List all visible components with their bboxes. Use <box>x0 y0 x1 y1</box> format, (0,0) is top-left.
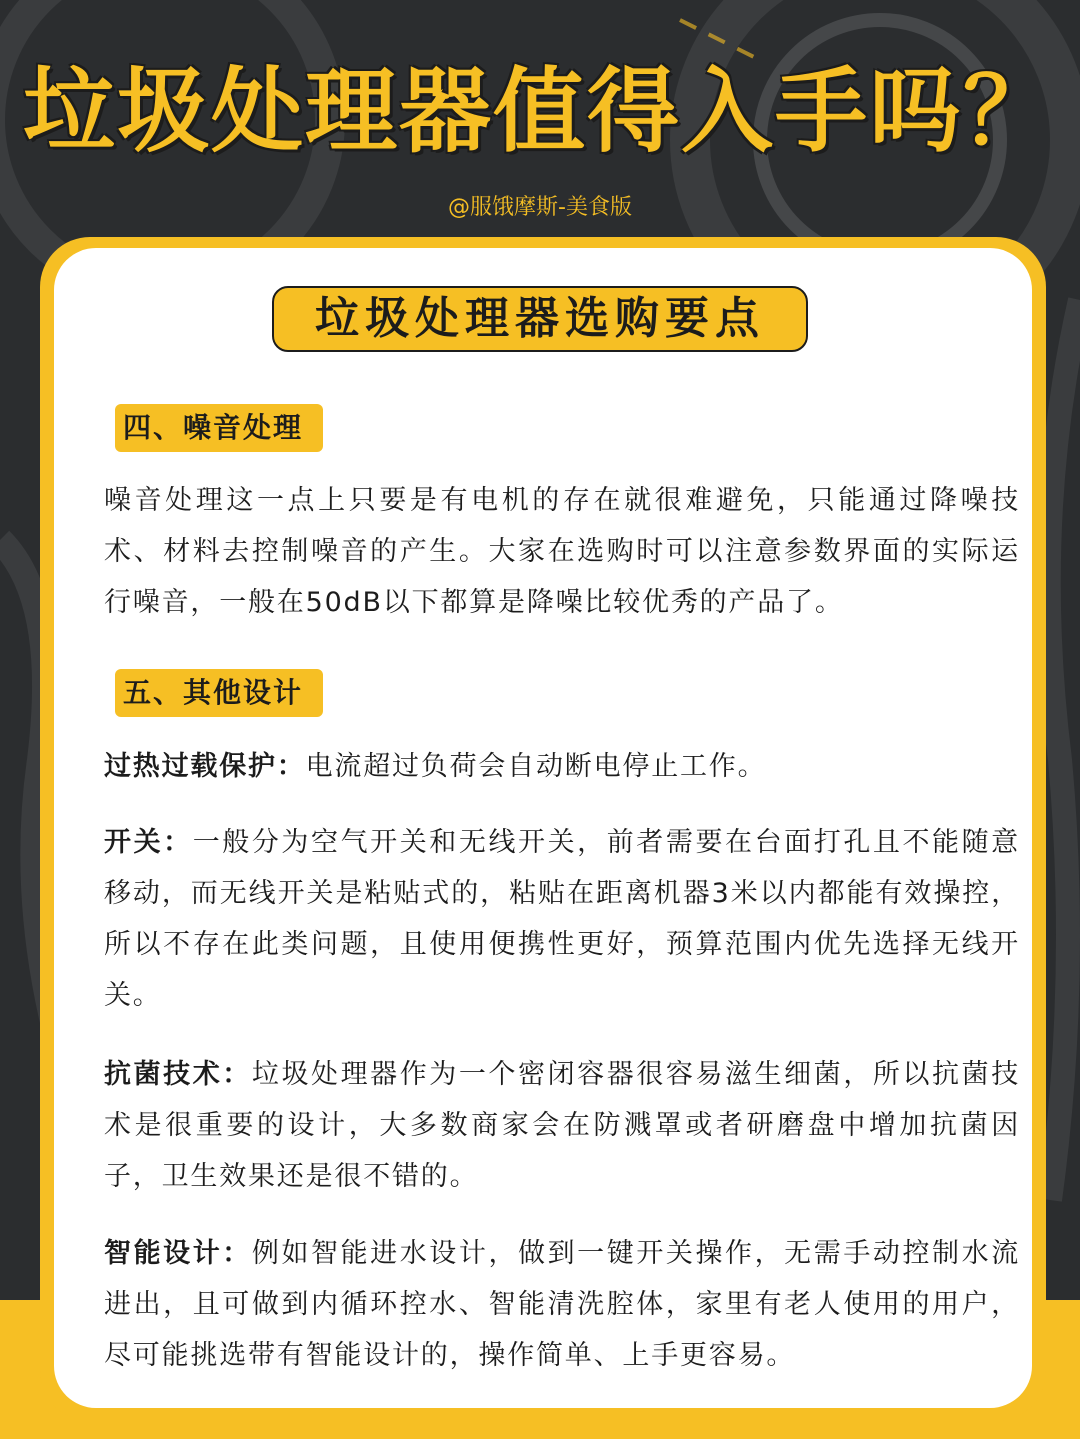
item-antibacterial-label: 抗菌技术： <box>104 1059 252 1090</box>
tag-other-label: 五、其他设计 <box>123 676 304 709</box>
section-title-box <box>272 286 808 352</box>
item-overheat <box>104 741 1020 792</box>
item-antibacterial <box>104 1049 1020 1202</box>
item-switch <box>104 817 1020 1021</box>
item-overheat-label: 过热过载保护： <box>104 751 306 782</box>
tag-other <box>115 669 323 717</box>
author-credit: @服饿摩斯-美食版 <box>448 195 632 220</box>
item-smart <box>104 1228 1020 1381</box>
item-overheat-text: 电流超过负荷会自动断电停止工作。 <box>305 751 767 782</box>
item-antibacterial-text: 垃圾处理器作为一个密闭容器很容易滋生细菌，所以抗菌技术是很重要的设计，大多数商家会在防溅罩或者研磨盘中增加抗菌因子，卫生效果还是很不错的。 <box>104 1059 1020 1192</box>
item-smart-text: 例如智能进水设计，做到一键开关操作，无需手动控制水流进出，且可做到内循环控水、智能清洗腔体，家里有老人使用的用户，尽可能挑选带有智能设计的，操作简单、上手更容易。 <box>104 1238 1020 1371</box>
tag-noise-label: 四、噪音处理 <box>123 411 304 444</box>
tag-noise <box>115 404 323 452</box>
item-smart-label: 智能设计： <box>104 1238 252 1269</box>
section-title: 垃圾处理器选购要点 <box>315 293 765 344</box>
item-switch-text: 一般分为空气开关和无线开关，前者需要在台面打孔且不能随意移动，而无线开关是粘贴式的，粘贴在距离机器3米以内都能有效操控，所以不存在此类问题，且使用便携性更好，预算范围内优先选择无线开关。 <box>104 827 1020 1011</box>
page-title: 垃圾处理器值得入手吗？ <box>22 58 1057 165</box>
noise-paragraph: 噪音处理这一点上只要是有电机的存在就很难避免，只能通过降噪技术、材料去控制噪音的产生。大家在选购时可以注意参数界面的实际运行噪音，一般在50dB以下都算是降噪比较优秀的产品了。 <box>104 485 1020 618</box>
item-switch-label: 开关： <box>104 827 193 858</box>
